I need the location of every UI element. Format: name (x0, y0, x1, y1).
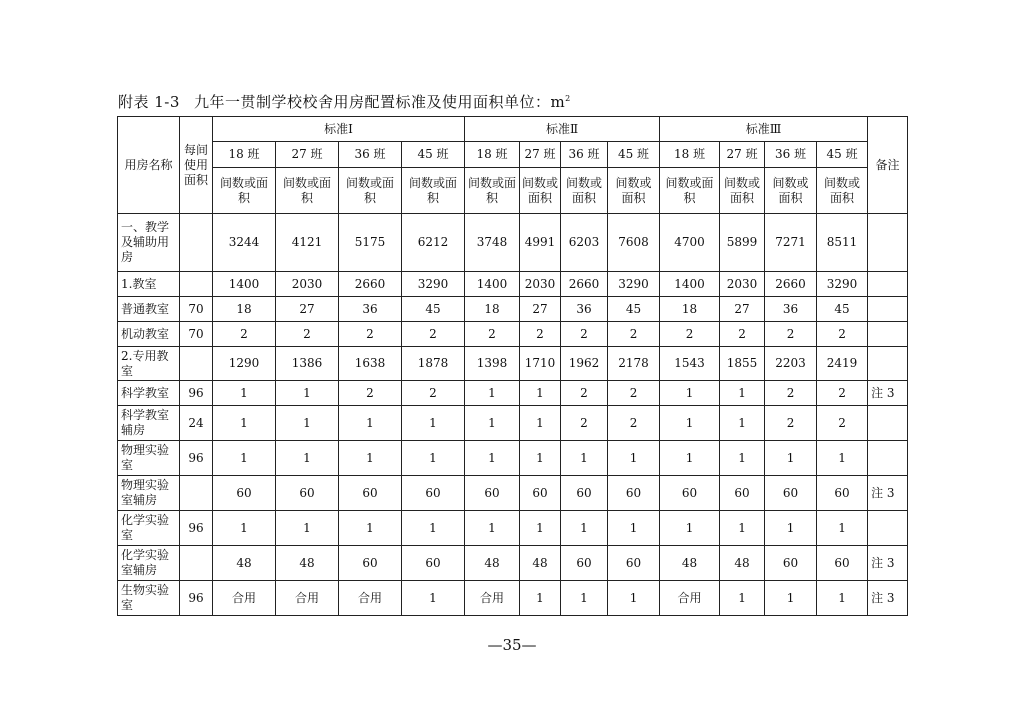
value-cell: 2 (402, 381, 465, 406)
room-name-cell: 物理实验室辅房 (118, 476, 180, 511)
value-cell: 1710 (520, 347, 561, 381)
header-class-count: 18 班 (660, 142, 720, 168)
value-cell: 48 (720, 546, 765, 581)
per-room-area-cell: 24 (180, 406, 213, 441)
value-cell: 1638 (339, 347, 402, 381)
value-cell: 27 (520, 297, 561, 322)
value-cell: 2 (561, 381, 608, 406)
value-cell: 2 (765, 381, 817, 406)
value-cell: 60 (720, 476, 765, 511)
value-cell: 1290 (213, 347, 276, 381)
value-cell: 48 (660, 546, 720, 581)
value-cell: 60 (561, 476, 608, 511)
per-room-area-cell: 96 (180, 441, 213, 476)
value-cell: 合用 (339, 581, 402, 616)
remark-cell (868, 214, 908, 272)
header-count-or-area: 间数或面积 (817, 168, 868, 214)
value-cell: 7271 (765, 214, 817, 272)
header-remark: 备注 (868, 117, 908, 214)
value-cell: 1855 (720, 347, 765, 381)
value-cell: 1 (465, 441, 520, 476)
value-cell: 2 (465, 322, 520, 347)
value-cell: 1400 (465, 272, 520, 297)
value-cell: 1 (402, 441, 465, 476)
value-cell: 4991 (520, 214, 561, 272)
per-room-area-cell: 70 (180, 322, 213, 347)
page-number: —35— (487, 636, 537, 654)
value-cell: 2 (561, 406, 608, 441)
value-cell: 2 (608, 381, 660, 406)
value-cell: 1398 (465, 347, 520, 381)
header-count-or-area: 间数或面积 (402, 168, 465, 214)
table-caption (118, 91, 918, 112)
value-cell: 1 (817, 441, 868, 476)
value-cell: 48 (276, 546, 339, 581)
value-cell: 60 (765, 476, 817, 511)
value-cell: 合用 (660, 581, 720, 616)
header-count-or-area: 间数或面积 (561, 168, 608, 214)
header-count-or-area: 间数或面积 (765, 168, 817, 214)
value-cell: 60 (608, 476, 660, 511)
value-cell: 18 (213, 297, 276, 322)
header-class-count: 36 班 (339, 142, 402, 168)
value-cell: 1 (402, 511, 465, 546)
value-cell: 60 (213, 476, 276, 511)
header-count-or-area: 间数或面积 (339, 168, 402, 214)
value-cell: 1 (276, 511, 339, 546)
value-cell: 18 (465, 297, 520, 322)
value-cell: 1 (561, 441, 608, 476)
value-cell: 1543 (660, 347, 720, 381)
per-room-area-cell: 70 (180, 297, 213, 322)
value-cell: 27 (276, 297, 339, 322)
room-name-cell: 普通教室 (118, 297, 180, 322)
value-cell: 1 (561, 581, 608, 616)
header-class-count: 45 班 (817, 142, 868, 168)
value-cell: 1 (720, 406, 765, 441)
header-per-room-area: 每间使用面积 (180, 117, 213, 214)
remark-cell (868, 511, 908, 546)
value-cell: 2 (817, 381, 868, 406)
value-cell: 1 (520, 381, 561, 406)
unit-superscript: 2 (565, 94, 571, 103)
value-cell: 1 (817, 511, 868, 546)
value-cell: 1 (465, 406, 520, 441)
value-cell: 2 (402, 322, 465, 347)
value-cell: 1 (608, 581, 660, 616)
value-cell: 2660 (339, 272, 402, 297)
header-count-or-area: 间数或面积 (660, 168, 720, 214)
value-cell: 1 (276, 381, 339, 406)
room-allocation-table (117, 116, 908, 616)
value-cell: 2 (339, 322, 402, 347)
value-cell: 2 (213, 322, 276, 347)
table-row (118, 381, 908, 406)
header-count-or-area: 间数或面积 (465, 168, 520, 214)
value-cell: 2 (276, 322, 339, 347)
table-row (118, 476, 908, 511)
value-cell: 1 (765, 441, 817, 476)
header-class-count: 36 班 (765, 142, 817, 168)
table-row (118, 297, 908, 322)
per-room-area-cell (180, 214, 213, 272)
value-cell: 3748 (465, 214, 520, 272)
value-cell: 1 (213, 511, 276, 546)
value-cell: 60 (339, 546, 402, 581)
room-name-cell: 2.专用教室 (118, 347, 180, 381)
value-cell: 60 (817, 476, 868, 511)
value-cell: 1 (339, 511, 402, 546)
value-cell: 60 (339, 476, 402, 511)
value-cell: 18 (660, 297, 720, 322)
value-cell: 2419 (817, 347, 868, 381)
value-cell: 1 (660, 381, 720, 406)
value-cell: 合用 (465, 581, 520, 616)
value-cell: 1 (402, 406, 465, 441)
value-cell: 60 (520, 476, 561, 511)
value-cell: 1 (339, 406, 402, 441)
value-cell: 1 (720, 581, 765, 616)
value-cell: 2 (660, 322, 720, 347)
value-cell: 1 (402, 581, 465, 616)
remark-cell (868, 406, 908, 441)
header-count-or-area: 间数或面积 (520, 168, 561, 214)
value-cell: 1 (276, 441, 339, 476)
value-cell: 4700 (660, 214, 720, 272)
value-cell: 2660 (765, 272, 817, 297)
value-cell: 2203 (765, 347, 817, 381)
value-cell: 1400 (660, 272, 720, 297)
remark-cell: 注 3 (868, 546, 908, 581)
header-class-count: 36 班 (561, 142, 608, 168)
header-room-name: 用房名称 (118, 117, 180, 214)
value-cell: 1 (765, 581, 817, 616)
table-row (118, 441, 908, 476)
value-cell: 7608 (608, 214, 660, 272)
value-cell: 60 (608, 546, 660, 581)
value-cell: 36 (765, 297, 817, 322)
value-cell: 1 (465, 511, 520, 546)
header-class-count: 45 班 (402, 142, 465, 168)
room-name-cell: 化学实验室 (118, 511, 180, 546)
value-cell: 6203 (561, 214, 608, 272)
header-class-count: 18 班 (213, 142, 276, 168)
table-row (118, 272, 908, 297)
room-name-cell: 1.教室 (118, 272, 180, 297)
value-cell: 60 (465, 476, 520, 511)
value-cell: 1 (660, 511, 720, 546)
value-cell: 48 (520, 546, 561, 581)
value-cell: 1 (561, 511, 608, 546)
value-cell: 1 (608, 511, 660, 546)
value-cell: 45 (817, 297, 868, 322)
per-room-area-cell (180, 546, 213, 581)
value-cell: 2 (561, 322, 608, 347)
table-title: 九年一贯制学校校舍用房配置标准及使用面积单位：m (193, 93, 566, 111)
table-row (118, 347, 908, 381)
value-cell: 1 (213, 406, 276, 441)
value-cell: 1 (520, 581, 561, 616)
header-class-count: 27 班 (276, 142, 339, 168)
value-cell: 2030 (276, 272, 339, 297)
value-cell: 2 (339, 381, 402, 406)
value-cell: 合用 (213, 581, 276, 616)
value-cell: 1 (213, 441, 276, 476)
remark-cell (868, 272, 908, 297)
value-cell: 1962 (561, 347, 608, 381)
value-cell: 60 (276, 476, 339, 511)
value-cell: 1 (817, 581, 868, 616)
per-room-area-cell (180, 272, 213, 297)
per-room-area-cell (180, 476, 213, 511)
value-cell: 1 (465, 381, 520, 406)
remark-cell (868, 347, 908, 381)
per-room-area-cell (180, 347, 213, 381)
value-cell: 60 (402, 476, 465, 511)
value-cell: 2660 (561, 272, 608, 297)
value-cell: 1 (339, 441, 402, 476)
room-name-cell: 科学教室 (118, 381, 180, 406)
value-cell: 60 (817, 546, 868, 581)
remark-cell (868, 297, 908, 322)
table-number: 附表 1-3 (118, 93, 180, 111)
table-row (118, 546, 908, 581)
per-room-area-cell: 96 (180, 581, 213, 616)
value-cell: 3290 (608, 272, 660, 297)
value-cell: 60 (402, 546, 465, 581)
room-name-cell: 物理实验室 (118, 441, 180, 476)
room-name-cell: 科学教室辅房 (118, 406, 180, 441)
value-cell: 1400 (213, 272, 276, 297)
value-cell: 4121 (276, 214, 339, 272)
table-row (118, 214, 908, 272)
header-count-or-area: 间数或面积 (720, 168, 765, 214)
value-cell: 36 (561, 297, 608, 322)
value-cell: 60 (660, 476, 720, 511)
value-cell: 48 (213, 546, 276, 581)
room-name-cell: 机动教室 (118, 322, 180, 347)
header-standard-3: 标准Ⅲ (660, 117, 868, 142)
value-cell: 48 (465, 546, 520, 581)
table-row (118, 406, 908, 441)
value-cell: 2030 (520, 272, 561, 297)
header-class-count: 27 班 (720, 142, 765, 168)
value-cell: 60 (561, 546, 608, 581)
value-cell: 2 (817, 322, 868, 347)
value-cell: 60 (765, 546, 817, 581)
header-standard-2: 标准Ⅱ (465, 117, 660, 142)
header-class-count: 45 班 (608, 142, 660, 168)
table-row (118, 511, 908, 546)
header-count-or-area: 间数或面积 (608, 168, 660, 214)
value-cell: 3244 (213, 214, 276, 272)
value-cell: 1 (660, 406, 720, 441)
value-cell: 1 (660, 441, 720, 476)
value-cell: 1 (276, 406, 339, 441)
value-cell: 2 (520, 322, 561, 347)
header-class-count: 18 班 (465, 142, 520, 168)
value-cell: 5175 (339, 214, 402, 272)
remark-cell (868, 441, 908, 476)
value-cell: 2 (817, 406, 868, 441)
value-cell: 2 (765, 322, 817, 347)
value-cell: 1 (720, 381, 765, 406)
room-name-cell: 化学实验室辅房 (118, 546, 180, 581)
value-cell: 1 (520, 511, 561, 546)
value-cell: 45 (402, 297, 465, 322)
remark-cell (868, 322, 908, 347)
remark-cell: 注 3 (868, 581, 908, 616)
header-count-or-area: 间数或面积 (213, 168, 276, 214)
value-cell: 45 (608, 297, 660, 322)
value-cell: 1 (720, 511, 765, 546)
value-cell: 8511 (817, 214, 868, 272)
value-cell: 2 (608, 322, 660, 347)
value-cell: 1 (765, 511, 817, 546)
value-cell: 1 (720, 441, 765, 476)
header-standard-1: 标准Ⅰ (213, 117, 465, 142)
header-class-count: 27 班 (520, 142, 561, 168)
value-cell: 1 (213, 381, 276, 406)
value-cell: 2 (765, 406, 817, 441)
value-cell: 5899 (720, 214, 765, 272)
value-cell: 1 (608, 441, 660, 476)
value-cell: 2178 (608, 347, 660, 381)
value-cell: 1 (520, 441, 561, 476)
room-name-cell: 一、教学及辅助用房 (118, 214, 180, 272)
room-name-cell: 生物实验室 (118, 581, 180, 616)
value-cell: 1 (520, 406, 561, 441)
per-room-area-cell: 96 (180, 381, 213, 406)
table-row (118, 322, 908, 347)
table-row (118, 581, 908, 616)
value-cell: 2030 (720, 272, 765, 297)
value-cell: 合用 (276, 581, 339, 616)
value-cell: 1386 (276, 347, 339, 381)
value-cell: 2 (608, 406, 660, 441)
header-count-or-area: 间数或面积 (276, 168, 339, 214)
remark-cell: 注 3 (868, 476, 908, 511)
value-cell: 1878 (402, 347, 465, 381)
value-cell: 3290 (402, 272, 465, 297)
value-cell: 27 (720, 297, 765, 322)
remark-cell: 注 3 (868, 381, 908, 406)
value-cell: 6212 (402, 214, 465, 272)
value-cell: 3290 (817, 272, 868, 297)
per-room-area-cell: 96 (180, 511, 213, 546)
value-cell: 36 (339, 297, 402, 322)
value-cell: 2 (720, 322, 765, 347)
